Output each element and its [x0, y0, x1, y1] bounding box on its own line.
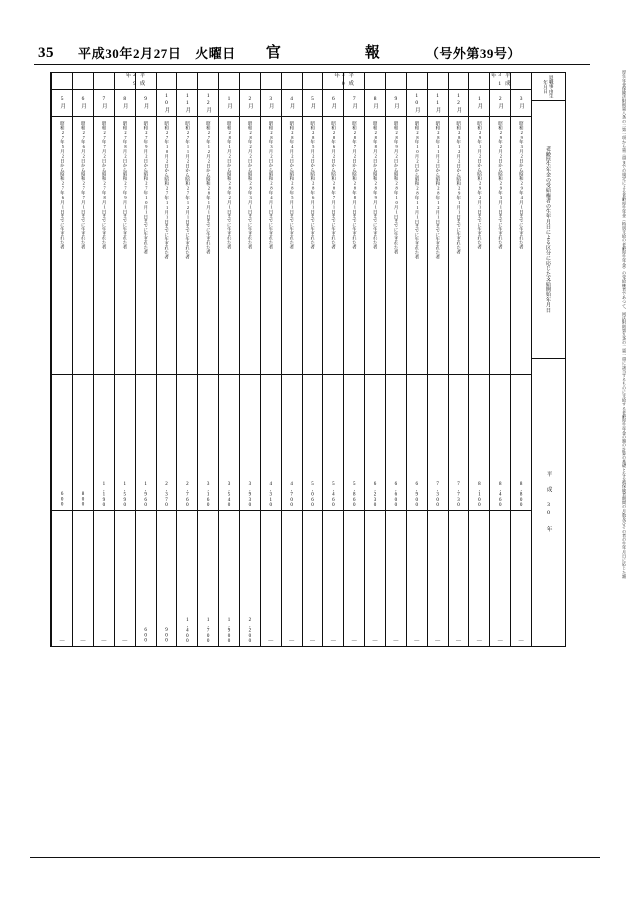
table-month-column	[510, 73, 531, 646]
amount-april-value: 1,590	[122, 481, 128, 508]
month-header-label: 7月	[351, 96, 358, 110]
month-header-cell	[261, 89, 281, 117]
amount-october-cell	[136, 511, 156, 646]
amount-april-value: 3,540	[226, 481, 232, 508]
year-group-header	[449, 73, 469, 89]
amount-april-value: 1,190	[101, 481, 107, 508]
amount-cell-group	[386, 375, 406, 646]
amount-cell-group	[282, 375, 302, 646]
year-group-header	[282, 73, 302, 89]
month-header-cell	[94, 89, 114, 117]
amount-october-value: 600	[143, 628, 149, 644]
table-month-column	[114, 73, 135, 646]
amount-october-value: —	[101, 638, 107, 644]
month-header-label: 12月	[205, 92, 212, 114]
amount-october-cell	[428, 511, 448, 646]
amount-april-value: 8,100	[476, 481, 482, 508]
month-header-label: 1月	[226, 96, 233, 110]
month-header-cell	[428, 89, 448, 117]
month-header-label: 12月	[455, 92, 462, 114]
year-group-header	[157, 73, 177, 89]
page-number: 35	[38, 45, 54, 61]
amount-april-cell	[511, 375, 531, 511]
birthdate-range-text: 昭和28年3月2日から昭和28年4月1日までに生まれた者	[268, 121, 274, 249]
amount-october-cell	[511, 511, 531, 646]
issue-number: （号外第39号）	[425, 46, 521, 61]
amount-october-cell	[157, 511, 177, 646]
amount-april-cell	[240, 375, 260, 511]
amount-october-cell	[282, 511, 302, 646]
amount-april-cell	[52, 375, 72, 511]
amount-cell-group	[449, 375, 469, 646]
year-group-header	[177, 73, 197, 89]
amount-october-value: —	[497, 638, 503, 644]
amount-april-value: 800	[80, 492, 86, 508]
table-month-column	[302, 73, 323, 646]
amount-october-value: 2,200	[247, 617, 253, 644]
month-header-label: 5月	[59, 96, 66, 110]
amount-october-value: 1,700	[205, 617, 211, 644]
birthdate-range-cell	[303, 117, 323, 375]
table-month-column	[176, 73, 197, 646]
amount-april-cell	[157, 375, 177, 511]
amount-october-value: —	[518, 638, 524, 644]
amount-october-value: —	[59, 638, 65, 644]
table-month-column	[156, 73, 177, 646]
month-header-label: 1月	[476, 96, 483, 110]
month-header-label: 6月	[80, 96, 87, 110]
birthdate-range-text: 昭和28年10月2日から昭和28年11月1日までに生まれた者	[414, 121, 420, 259]
amount-april-cell	[198, 375, 218, 511]
month-header-label: 9月	[392, 96, 399, 110]
amount-april-value: 6,230	[372, 481, 378, 508]
birthdate-range-text: 昭和28年12月2日から昭和29年1月1日までに生まれた者	[456, 121, 462, 254]
amount-april-value: 7,730	[455, 481, 461, 508]
amount-october-value: 1,900	[226, 617, 232, 644]
year-group-header	[240, 73, 260, 89]
table-stub-column	[531, 73, 565, 646]
amount-april-cell	[407, 375, 427, 511]
amount-october-value: —	[289, 638, 295, 644]
year-group-header	[344, 73, 364, 89]
birthdate-range-cell	[282, 117, 302, 375]
amount-april-cell	[219, 375, 239, 511]
amount-october-cell	[261, 511, 281, 646]
birthdate-range-cell	[469, 117, 489, 375]
month-header-label: 10月	[413, 92, 420, 114]
amount-cell-group	[407, 375, 427, 646]
birthdate-range-text: 昭和27年12月2日から昭和28年1月1日までに生まれた者	[206, 121, 212, 254]
birthdate-range-text: 昭和28年2月2日から昭和28年3月1日までに生まれた者	[248, 121, 254, 249]
birthdate-range-text: 昭和28年4月2日から昭和28年5月1日までに生まれた者	[289, 121, 295, 249]
month-header-cell	[449, 89, 469, 117]
masthead	[38, 40, 548, 62]
birthdate-range-cell	[52, 117, 72, 375]
amount-april-value: 8,800	[518, 481, 524, 508]
year-group-header	[365, 73, 385, 89]
amount-cell-group	[115, 375, 135, 646]
amount-october-cell	[469, 511, 489, 646]
birthdate-range-text: 昭和28年6月2日から昭和28年7月1日までに生まれた者	[331, 121, 337, 249]
amount-october-cell	[490, 511, 510, 646]
year-group-header	[407, 73, 427, 89]
amount-april-value: 5,460	[330, 481, 336, 508]
birthdate-range-text: 昭和27年11月2日から昭和27年12月1日までに生まれた者	[185, 121, 191, 259]
birthdate-range-text: 昭和27年9月2日から昭和27年10月1日までに生まれた者	[143, 121, 149, 254]
table-month-column	[322, 73, 343, 646]
amount-april-cell	[469, 375, 489, 511]
month-header-cell	[52, 89, 72, 117]
amount-april-cell	[386, 375, 406, 511]
month-header-cell	[386, 89, 406, 117]
side-annotation-note: 厚生年金保険法附則第八条の二第一項から第三項までの規定による老齢厚生年金（特別支給の老齢厚生年金）の受給権者であつて、同法附則第九条の二第一項に該当するものに支給する老齢厚生年金の額の計算の基礎となる被保険者期間の月数及びその者の生年月日に応じた額	[622, 70, 627, 579]
month-header-cell	[365, 89, 385, 117]
amount-april-cell	[94, 375, 114, 511]
amount-april-value: 5,060	[309, 481, 315, 508]
table-month-column	[72, 73, 93, 646]
month-header-label: 11月	[184, 92, 191, 114]
birthdate-range-text: 昭和27年10月2日から昭和27年11月1日までに生まれた者	[164, 121, 170, 259]
birthdate-range-cell	[490, 117, 510, 375]
table-month-column	[343, 73, 364, 646]
table-month-column	[93, 73, 114, 646]
month-header-cell	[115, 89, 135, 117]
month-header-label: 9月	[142, 96, 149, 110]
month-header-cell	[157, 89, 177, 117]
amount-october-value: —	[330, 638, 336, 644]
stub-description-cell	[532, 101, 565, 359]
birthdate-range-cell	[240, 117, 260, 375]
month-header-cell	[407, 89, 427, 117]
amount-april-value: 8,460	[497, 481, 503, 508]
stub-header-label: 退職事由生年月日	[543, 75, 555, 98]
publication-title: 官 報	[265, 45, 398, 61]
birthdate-range-text: 昭和29年3月2日から昭和29年4月1日までに生まれた者	[519, 121, 525, 249]
birthdate-range-cell	[94, 117, 114, 375]
table-month-column	[406, 73, 427, 646]
year-group-header	[511, 73, 531, 89]
pension-amount-table	[50, 72, 566, 647]
amount-cell-group	[365, 375, 385, 646]
month-header-cell	[282, 89, 302, 117]
table-month-column	[135, 73, 156, 646]
amount-cell-group	[240, 375, 260, 646]
month-header-cell	[511, 89, 531, 117]
amount-cell-group	[344, 375, 364, 646]
year-group-header	[198, 73, 218, 89]
table-month-column	[385, 73, 406, 646]
month-header-label: 10月	[163, 92, 170, 114]
amount-october-cell	[52, 511, 72, 646]
amount-cell-group	[303, 375, 323, 646]
stub-amount-cell	[532, 359, 565, 646]
amount-october-value: —	[476, 638, 482, 644]
year-group-band-label: 平成31年	[489, 72, 510, 90]
year-group-header	[136, 73, 156, 89]
table-month-column	[448, 73, 469, 646]
year-group-band-label: 平成29年	[124, 72, 145, 90]
birthdate-range-cell	[136, 117, 156, 375]
amount-cell-group	[198, 375, 218, 646]
month-header-label: 3月	[267, 96, 274, 110]
amount-cell-group	[219, 375, 239, 646]
amount-october-value: —	[309, 638, 315, 644]
amount-october-cell	[323, 511, 343, 646]
year-group-header	[469, 73, 489, 89]
birthdate-range-cell	[261, 117, 281, 375]
table-month-column	[281, 73, 302, 646]
amount-cell-group	[136, 375, 156, 646]
month-header-cell	[198, 89, 218, 117]
month-header-cell	[469, 89, 489, 117]
amount-april-cell	[177, 375, 197, 511]
birthdate-range-text: 昭和28年9月2日から昭和28年10月1日までに生まれた者	[394, 121, 400, 254]
birthdate-range-text: 昭和27年8月2日から昭和27年9月1日までに生まれた者	[122, 121, 128, 249]
amount-april-value: 3,160	[205, 481, 211, 508]
birthdate-range-cell	[323, 117, 343, 375]
amount-april-cell	[115, 375, 135, 511]
month-header-cell	[177, 89, 197, 117]
table-month-column	[427, 73, 448, 646]
amount-april-value: 6,600	[393, 481, 399, 508]
stub-description-label: 老齢厚生年金の受給権者の生年月日による区分に応じた支給開始年月日	[545, 146, 551, 313]
birthdate-range-text: 昭和29年2月2日から昭和29年3月1日までに生まれた者	[498, 121, 504, 249]
year-group-header	[386, 73, 406, 89]
birthdate-range-cell	[386, 117, 406, 375]
month-header-label: 5月	[309, 96, 316, 110]
amount-april-value: 2,370	[163, 481, 169, 508]
amount-april-cell	[449, 375, 469, 511]
table-month-column	[489, 73, 510, 646]
header-rule	[34, 64, 590, 65]
amount-april-cell	[323, 375, 343, 511]
month-header-label: 4月	[288, 96, 295, 110]
amount-october-cell	[303, 511, 323, 646]
month-header-label: 8月	[121, 96, 128, 110]
amount-april-value: 6,900	[414, 481, 420, 508]
birthdate-range-text: 昭和28年1月2日から昭和28年2月1日までに生まれた者	[227, 121, 233, 249]
year-group-band-label: 平成30年	[333, 72, 354, 90]
amount-october-cell	[365, 511, 385, 646]
amount-april-cell	[73, 375, 93, 511]
amount-october-cell	[115, 511, 135, 646]
birthdate-range-cell	[428, 117, 448, 375]
stub-amount-label: 平 成 30 年	[545, 471, 552, 534]
birthdate-range-text: 昭和27年5月2日から昭和27年6月1日までに生まれた者	[60, 121, 66, 249]
amount-october-cell	[449, 511, 469, 646]
amount-october-value: —	[455, 638, 461, 644]
amount-october-value: —	[393, 638, 399, 644]
stub-header-cell	[532, 73, 565, 101]
amount-october-cell	[344, 511, 364, 646]
month-header-label: 6月	[330, 96, 337, 110]
table-month-column	[364, 73, 385, 646]
year-group-header	[52, 73, 72, 89]
birthdate-range-text: 昭和27年6月2日から昭和27年7月1日までに生まれた者	[81, 121, 87, 249]
amount-april-value: 2,760	[184, 481, 190, 508]
table-month-column	[468, 73, 489, 646]
birthdate-range-cell	[344, 117, 364, 375]
amount-cell-group	[73, 375, 93, 646]
birthdate-range-cell	[407, 117, 427, 375]
table-month-column	[218, 73, 239, 646]
month-header-cell	[73, 89, 93, 117]
birthdate-range-cell	[365, 117, 385, 375]
amount-april-cell	[282, 375, 302, 511]
month-header-cell	[490, 89, 510, 117]
birthdate-range-text: 昭和28年8月2日から昭和28年9月1日までに生まれた者	[373, 121, 379, 249]
year-group-header	[115, 73, 135, 89]
year-group-header	[490, 73, 510, 89]
publication-date: 平成30年2月27日 火曜日	[78, 46, 236, 61]
amount-april-value: 600	[59, 492, 65, 508]
amount-april-value: 7,300	[435, 481, 441, 508]
birthdate-range-text: 昭和28年11月2日から昭和28年12月1日までに生まれた者	[435, 121, 441, 259]
birthdate-range-cell	[449, 117, 469, 375]
amount-april-cell	[136, 375, 156, 511]
amount-april-value: 4,700	[289, 481, 295, 508]
month-header-cell	[303, 89, 323, 117]
month-header-cell	[323, 89, 343, 117]
year-group-header	[303, 73, 323, 89]
month-header-label: 2月	[246, 96, 253, 110]
table-month-column	[197, 73, 218, 646]
year-group-header	[94, 73, 114, 89]
amount-cell-group	[157, 375, 177, 646]
amount-april-cell	[344, 375, 364, 511]
amount-april-cell	[490, 375, 510, 511]
month-header-cell	[219, 89, 239, 117]
amount-april-value: 4,310	[268, 481, 274, 508]
month-header-label: 2月	[497, 96, 504, 110]
amount-april-cell	[303, 375, 323, 511]
birthdate-range-cell	[198, 117, 218, 375]
month-header-cell	[136, 89, 156, 117]
year-group-header	[219, 73, 239, 89]
amount-october-cell	[219, 511, 239, 646]
amount-april-cell	[428, 375, 448, 511]
birthdate-range-cell	[115, 117, 135, 375]
amount-october-value: —	[351, 638, 357, 644]
amount-october-value: —	[80, 638, 86, 644]
amount-october-value: 1,400	[184, 617, 190, 644]
amount-october-cell	[177, 511, 197, 646]
amount-cell-group	[261, 375, 281, 646]
month-header-label: 11月	[434, 92, 441, 114]
birthdate-range-text: 昭和27年7月2日から昭和27年8月1日までに生まれた者	[102, 121, 108, 249]
amount-october-cell	[198, 511, 218, 646]
amount-april-value: 5,860	[351, 481, 357, 508]
amount-october-value: —	[414, 638, 420, 644]
table-month-column	[260, 73, 281, 646]
amount-october-cell	[386, 511, 406, 646]
year-group-header	[428, 73, 448, 89]
year-group-header	[73, 73, 93, 89]
month-header-cell	[344, 89, 364, 117]
amount-october-cell	[407, 511, 427, 646]
birthdate-range-text: 昭和28年7月2日から昭和28年8月1日までに生まれた者	[352, 121, 358, 249]
amount-cell-group	[323, 375, 343, 646]
amount-cell-group	[469, 375, 489, 646]
birthdate-range-cell	[157, 117, 177, 375]
birthdate-range-text: 昭和28年5月2日から昭和28年6月1日までに生まれた者	[310, 121, 316, 249]
birthdate-range-cell	[73, 117, 93, 375]
birthdate-range-cell	[511, 117, 531, 375]
amount-cell-group	[490, 375, 510, 646]
amount-april-value: 1,960	[143, 481, 149, 508]
month-header-label: 7月	[100, 96, 107, 110]
birthdate-range-cell	[219, 117, 239, 375]
amount-cell-group	[177, 375, 197, 646]
month-header-label: 8月	[372, 96, 379, 110]
table-month-column	[239, 73, 260, 646]
amount-april-cell	[261, 375, 281, 511]
amount-october-cell	[73, 511, 93, 646]
amount-cell-group	[52, 375, 72, 646]
month-header-cell	[240, 89, 260, 117]
amount-october-cell	[94, 511, 114, 646]
amount-april-cell	[365, 375, 385, 511]
amount-october-value: —	[122, 638, 128, 644]
amount-cell-group	[428, 375, 448, 646]
birthdate-range-cell	[177, 117, 197, 375]
amount-cell-group	[94, 375, 114, 646]
month-header-label: 3月	[518, 96, 525, 110]
amount-october-value: —	[372, 638, 378, 644]
amount-april-value: 3,930	[247, 481, 253, 508]
year-group-header	[261, 73, 281, 89]
year-group-header	[323, 73, 343, 89]
table-month-column	[51, 73, 72, 646]
amount-october-value: —	[435, 638, 441, 644]
amount-october-value: —	[268, 638, 274, 644]
amount-october-value: 900	[163, 628, 169, 644]
birthdate-range-text: 昭和29年1月2日から昭和29年2月1日までに生まれた者	[477, 121, 483, 249]
amount-cell-group	[511, 375, 531, 646]
amount-october-cell	[240, 511, 260, 646]
footer-rule	[30, 857, 600, 858]
